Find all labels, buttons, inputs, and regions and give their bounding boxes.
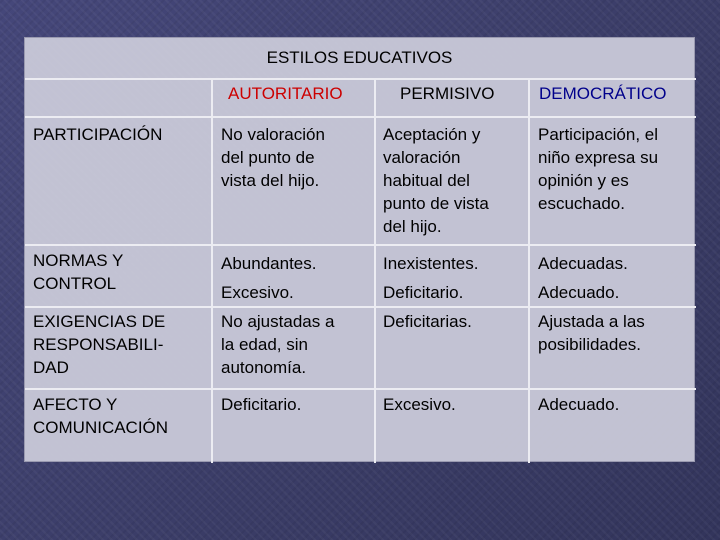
table-cell: Deficitario. xyxy=(221,395,302,414)
divider xyxy=(211,78,213,463)
row-label-normas: NORMAS Y CONTROL xyxy=(33,251,124,293)
table-cell: No ajustadas a la edad, sin autonomía. xyxy=(221,312,335,377)
column-header-democratico: DEMOCRÁTICO xyxy=(539,84,667,103)
table-cell: No valoración del punto de vista del hijo. xyxy=(221,125,325,190)
divider xyxy=(25,244,696,246)
table-cell: Ajustada a las posibilidades. xyxy=(538,312,645,354)
row-label-afecto: AFECTO Y COMUNICACIÓN xyxy=(33,395,169,437)
column-header-permisivo: PERMISIVO xyxy=(400,84,495,103)
divider xyxy=(374,78,376,463)
table-cell: Deficitarias. xyxy=(383,312,472,331)
row-label-exigencias: EXIGENCIAS DE RESPONSABILI- DAD xyxy=(33,312,166,377)
table-cell: Aceptación y valoración habitual del punto de vista del hijo. xyxy=(383,125,489,236)
table-cell: Adecuadas. Adecuado. xyxy=(538,254,628,302)
table-cell: Inexistentes. Deficitario. xyxy=(383,254,479,302)
column-header-autoritario: AUTORITARIO xyxy=(228,84,343,103)
styles-table xyxy=(24,37,695,462)
table-cell: Adecuado. xyxy=(538,395,620,414)
divider xyxy=(25,116,696,118)
divider xyxy=(528,78,530,463)
table-cell: Excesivo. xyxy=(383,395,456,414)
table-title: ESTILOS EDUCATIVOS xyxy=(266,48,453,67)
table-cell: Abundantes. Excesivo. xyxy=(221,254,317,302)
divider xyxy=(25,78,696,80)
row-label-participacion: PARTICIPACIÓN xyxy=(33,125,163,144)
divider xyxy=(25,388,696,390)
table-cell: Participación, el niño expresa su opinión y es escuchado. xyxy=(538,125,659,213)
